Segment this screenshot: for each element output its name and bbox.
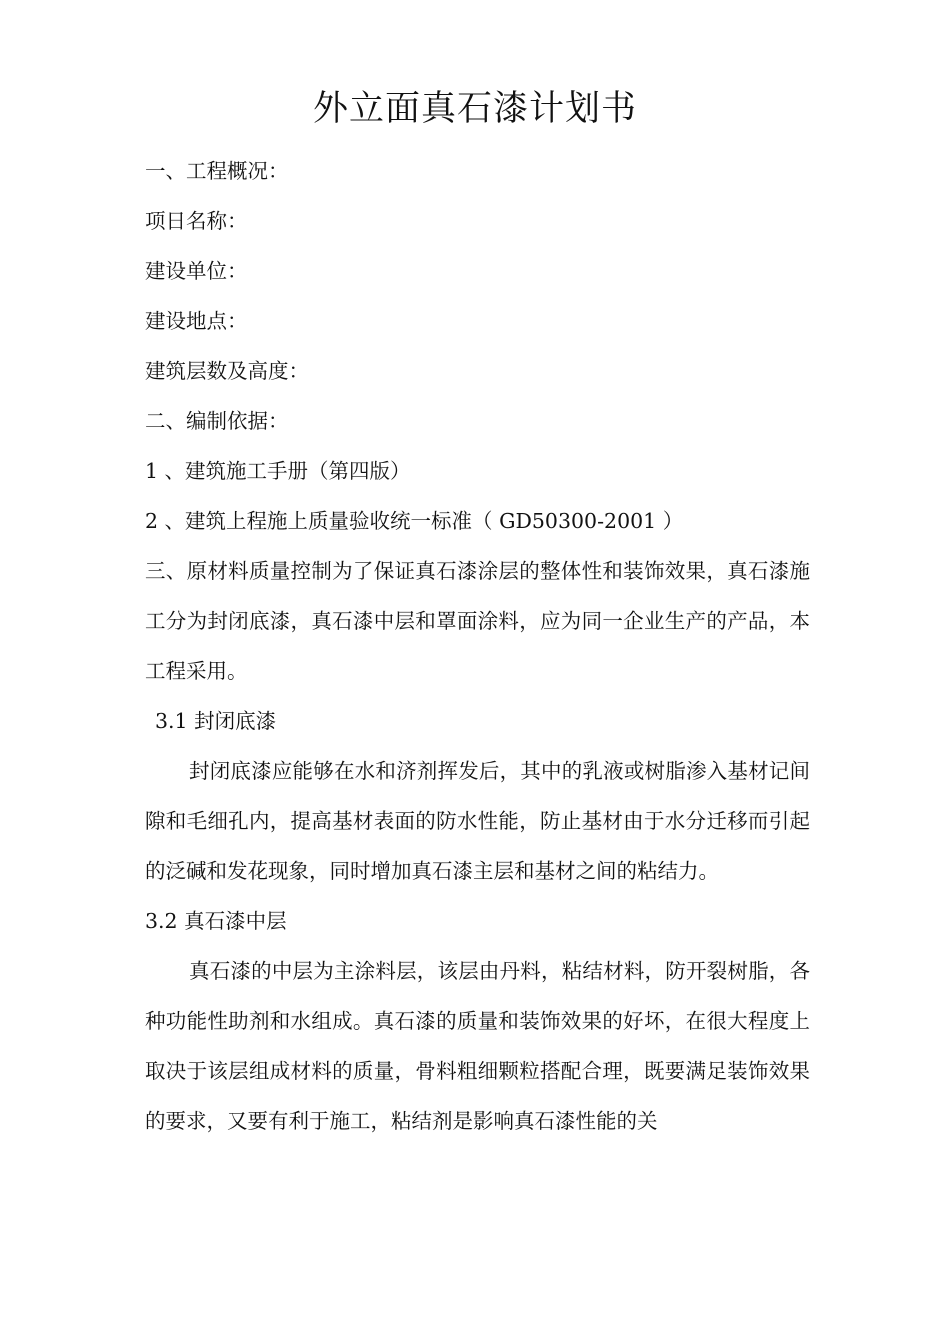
project-name-line: 项日名称： <box>145 209 248 233</box>
section-3-paragraph: 三、原材料质量控制为了保证真石漆涂层的整体性和装饰效果，真石漆施工分为封闭底漆，真石漆中层和罩面涂料，应为同一企业生产的产品，本工程采用。 <box>145 559 810 683</box>
basis-item-1: 1 、建筑施工手册（第四版） <box>145 459 411 483</box>
section-3-2-heading: 3.2 真石漆中层 <box>145 909 287 933</box>
document-title: 外立面真石漆计划书 <box>312 89 637 129</box>
building-floors-line: 建筑层数及高度： <box>145 359 309 383</box>
construction-unit-line: 建设单位： <box>145 259 248 283</box>
basis-item-2: 2 、建筑上程施上质量验收统一标准（ GD50300-2001 ） <box>145 509 684 533</box>
section-2-heading: 二、编制依据： <box>145 409 289 433</box>
construction-site-line: 建设地点： <box>145 309 248 333</box>
section-3-1-heading: 3.1 封闭底漆 <box>155 709 277 733</box>
section-3-1-paragraph: 封闭底漆应能够在水和济剂挥发后，其中的乳液或树脂渗入基材记间隙和毛细孔内，提高基材表面的防水性能，防止基材由于水分迁移而引起的泛碱和发花现象，同时增加真石漆主层和基材之间的粘结力。 <box>145 759 810 883</box>
section-1-heading: 一、工程概况： <box>145 159 289 183</box>
document-body <box>145 146 810 1146</box>
section-3-2-paragraph: 真石漆的中层为主涂料层，该层由丹料，粘结材料，防开裂树脂，各种功能性助剂和水组成。真石漆的质量和装饰效果的好坏，在很大程度上取决于该层组成材料的质量，骨料粗细颗粒搭配合理，既要满足装饰效果的要求，又要有利于施工，粘结剂是影响真石漆性能的关 <box>145 959 810 1133</box>
